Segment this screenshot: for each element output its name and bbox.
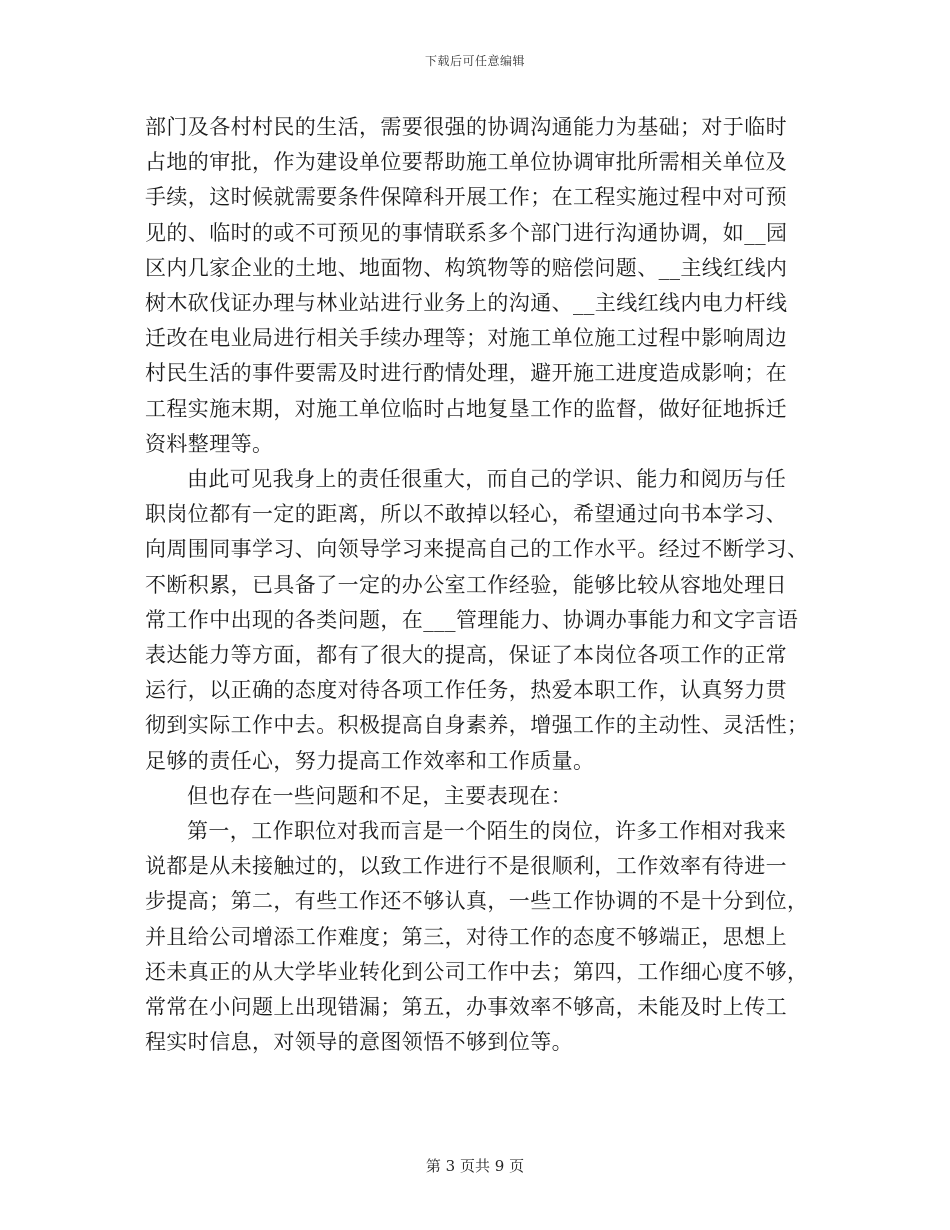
text-line: 还未真正的从大学毕业转化到公司工作中去；第四，工作细心度不够， (145, 959, 809, 984)
paragraph-4 (145, 814, 809, 1060)
paragraph-1 (145, 110, 805, 462)
text-line: 常工作中出现的各类问题，在___管理能力、协调办事能力和文字言语 (145, 607, 799, 632)
paragraph-2 (145, 462, 809, 779)
text-line: 工程实施末期，对施工单位临时占地复垦工作的监督，做好征地拆迁 (145, 396, 787, 421)
text-line: 资料整理等。 (145, 431, 274, 456)
text-line: 彻到实际工作中去。积极提高自身素养，增强工作的主动性、灵活性； (145, 713, 809, 738)
paragraph-3 (145, 779, 805, 814)
text-line: 第一，工作职位对我而言是一个陌生的岗位，许多工作相对我来 (187, 819, 787, 844)
text-line: 部门及各村村民的生活，需要很强的协调沟通能力为基础；对于临时 (145, 115, 787, 139)
text-line: 运行，以正确的态度对待各项工作任务，热爱本职工作，认真努力贯 (145, 678, 787, 703)
text-line: 区内几家企业的土地、地面物、构筑物等的赔偿问题、__主线红线内 (145, 255, 788, 280)
text-line: 程实时信息，对领导的意图领悟不够到位等。 (145, 1030, 573, 1055)
text-line: 步提高；第二，有些工作还不够认真，一些工作协调的不是十分到位， (145, 889, 809, 914)
text-line: 足够的责任心，努力提高工作效率和工作质量。 (145, 748, 595, 773)
text-line: 说都是从未接触过的，以致工作进行不是很顺利，工作效率有待进一 (145, 854, 787, 879)
text-line: 向周围同事学习、向领导学习来提高自己的工作水平。经过不断学习、 (145, 537, 809, 562)
text-line: 树木砍伐证办理与林业站进行业务上的沟通、__主线红线内电力杆线 (145, 291, 788, 316)
text-line: 职岗位都有一定的距离，所以不敢掉以轻心，希望通过向书本学习、 (145, 502, 787, 527)
text-line: 但也存在一些问题和不足，主要表现在： (187, 783, 573, 808)
text-line: 表达能力等方面，都有了很大的提高，保证了本岗位各项工作的正常 (145, 643, 787, 668)
text-line: 见的、临时的或不可预见的事情联系多个部门进行沟通协调，如__园 (145, 220, 788, 245)
document-body (145, 110, 809, 1060)
text-line: 常常在小问题上出现错漏；第五，办事效率不够高，未能及时上传工 (145, 995, 787, 1020)
text-line: 由此可见我身上的责任很重大，而自己的学识、能力和阅历与任 (187, 467, 787, 492)
text-line: 迁改在电业局进行相关手续办理等；对施工单位施工过程中影响周边 (145, 326, 787, 351)
page-header: 下载后可任意编辑 (424, 54, 525, 68)
text-line: 村民生活的事件要需及时进行酌情处理，避开施工进度造成影响；在 (145, 361, 787, 386)
text-line: 手续，这时候就需要条件保障科开展工作；在工程实施过程中对可预 (145, 185, 787, 210)
text-line: 不断积累，已具备了一定的办公室工作经验，能够比较从容地处理日 (145, 572, 787, 597)
page-number: 第 3 页共 9 页 (425, 1157, 525, 1175)
text-line: 并且给公司增添工作难度；第三，对待工作的态度不够端正，思想上 (145, 924, 787, 949)
text-line: 占地的审批，作为建设单位要帮助施工单位协调审批所需相关单位及 (145, 150, 787, 175)
